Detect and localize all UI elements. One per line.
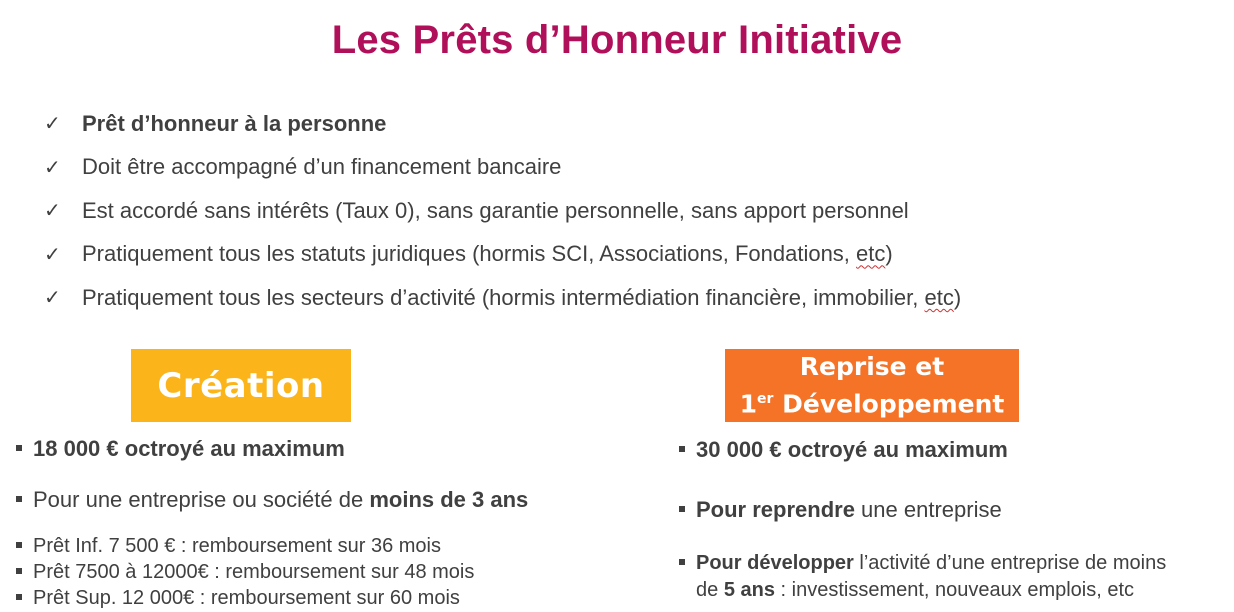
list-item-text: Doit être accompagné d’un financement bancaire xyxy=(82,154,562,180)
conditions-list xyxy=(44,102,961,320)
creation-badge: Création xyxy=(131,349,351,422)
creation-max: 18 000 € octroyé au maximum xyxy=(16,436,345,462)
square-bullet-icon xyxy=(679,559,685,565)
reprise-badge-line1: Reprise et xyxy=(799,352,945,382)
reprise-max: 30 000 € octroyé au maximum xyxy=(679,437,1008,463)
reprise-developper: Pour développer l’activité d’une entreprise de moins xyxy=(679,552,1166,575)
list-item xyxy=(44,189,961,233)
list-item xyxy=(44,233,961,277)
reprise-badge-line2: 1er Développement xyxy=(739,389,1005,419)
list-item-text: Est accordé sans intérêts (Taux 0), sans garantie personnelle, sans apport personnel xyxy=(82,197,909,223)
square-bullet-icon xyxy=(16,568,22,574)
square-bullet-icon xyxy=(16,496,22,502)
checkmark-icon: ✓ xyxy=(44,113,61,136)
square-bullet-icon xyxy=(679,446,685,452)
page-title: Les Prêts d’Honneur Initiative xyxy=(331,18,903,62)
creation-entreprise: Pour une entreprise ou société de moins de 3 ans xyxy=(16,487,528,513)
list-item-text: Pratiquement tous les statuts juridiques (hormis SCI, Associations, Fondations, etc) xyxy=(82,241,893,267)
creation-pret-3: Prêt Sup. 12 000€ : remboursement sur 60 mois xyxy=(16,587,460,610)
list-item xyxy=(44,102,961,146)
list-item-text: Prêt d’honneur à la personne xyxy=(82,110,387,136)
checkmark-icon: ✓ xyxy=(44,287,61,310)
creation-pret-1: Prêt Inf. 7 500 € : remboursement sur 36 mois xyxy=(16,535,441,558)
creation-pret-2: Prêt 7500 à 12000€ : remboursement sur 48 mois xyxy=(16,561,474,584)
list-item xyxy=(44,276,961,320)
square-bullet-icon xyxy=(16,542,22,548)
checkmark-icon: ✓ xyxy=(44,243,61,266)
reprise-reprendre: Pour reprendre une entreprise xyxy=(679,497,1002,523)
list-item xyxy=(44,146,961,190)
reprise-badge xyxy=(725,349,1019,422)
checkmark-icon: ✓ xyxy=(44,200,61,223)
square-bullet-icon xyxy=(16,594,22,600)
square-bullet-icon xyxy=(16,445,22,451)
list-item-text: Pratiquement tous les secteurs d’activité (hormis intermédiation financière, immobilier, etc) xyxy=(82,284,962,310)
checkmark-icon: ✓ xyxy=(44,156,61,179)
reprise-developper-line2: de 5 ans : investissement, nouveaux emplois, etc xyxy=(696,579,1135,601)
square-bullet-icon xyxy=(679,506,685,512)
